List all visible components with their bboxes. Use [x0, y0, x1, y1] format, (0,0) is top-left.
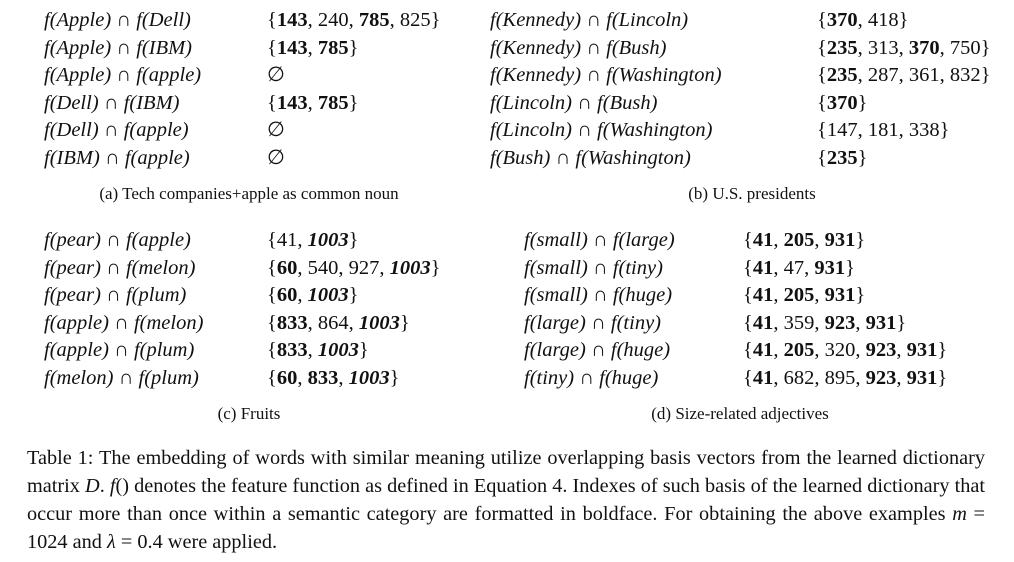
index-set-text: }	[358, 339, 369, 362]
index-set-text: , 682, 895,	[773, 366, 866, 389]
index-set-bold-index: 41	[752, 339, 774, 362]
table-row	[524, 337, 1004, 365]
index-set-text: {	[267, 91, 277, 114]
index-set-text: {	[743, 311, 753, 334]
index-set	[817, 7, 908, 35]
index-set-text: {	[267, 366, 277, 389]
index-set-text: ,	[896, 366, 907, 389]
index-set-text: , 864,	[307, 311, 359, 334]
table-row	[524, 227, 1004, 255]
index-set	[267, 227, 358, 255]
caption-text: m	[952, 503, 967, 526]
panel-a	[44, 7, 474, 203]
index-set-bold-index: 41	[752, 256, 774, 279]
caption-text: = 0.4 were applied.	[115, 531, 278, 554]
index-set-bold-index: 931	[906, 366, 938, 389]
index-set-bold-index: 370	[826, 91, 858, 114]
index-set-text: {41,	[267, 229, 308, 251]
index-set-bold-index: 205	[783, 229, 815, 251]
panel-a-caption: (a) Tech companies+apple as common noun	[99, 184, 399, 203]
index-set-bold-index: 931	[906, 339, 938, 362]
index-set-bold-index: 785	[358, 9, 390, 31]
table-row	[44, 90, 474, 118]
intersection-expression: f(Kennedy) ∩ f(Washington)	[490, 64, 722, 87]
index-set-text: }	[845, 256, 855, 279]
table-row	[524, 365, 1004, 393]
index-set	[267, 90, 358, 118]
table-row	[44, 227, 474, 255]
table-row	[44, 145, 474, 173]
index-set-text: {	[817, 36, 827, 59]
caption-text: f	[109, 475, 116, 498]
index-set	[267, 255, 440, 283]
intersection-expression: f(small) ∩ f(tiny)	[524, 256, 663, 279]
intersection-expression: f(small) ∩ f(large)	[524, 229, 675, 251]
table-row	[490, 90, 1010, 118]
index-set-text: {	[817, 9, 827, 31]
index-set-text: ,	[297, 284, 308, 307]
panel-d	[524, 227, 1004, 423]
intersection-expression: f(apple) ∩ f(melon)	[44, 311, 204, 334]
intersection-expression: f(Lincoln) ∩ f(Washington)	[490, 119, 713, 142]
index-set-text: {	[267, 256, 277, 279]
index-set-text: ,	[773, 339, 784, 362]
index-set-text: ,	[896, 339, 907, 362]
index-set-bold-index: 1003	[389, 256, 431, 279]
index-set-text: ,	[307, 91, 318, 114]
index-set-text: }	[857, 91, 868, 114]
index-set-bold-index: 1003	[307, 229, 349, 251]
table-row	[44, 282, 474, 310]
index-set-text: {	[743, 229, 753, 251]
index-set	[817, 117, 949, 145]
table-row	[524, 255, 1004, 283]
index-set-text: , 418}	[857, 9, 909, 31]
panel-c	[44, 227, 474, 423]
intersection-expression: f(tiny) ∩ f(huge)	[524, 366, 659, 389]
index-set	[267, 310, 410, 338]
panel-c-rows	[44, 227, 474, 393]
caption-text: Table 1: The embedding of words with similar meaning utilize overlapping basis vectors from the learned dictionary matrix	[27, 447, 985, 498]
index-set-text: ∅	[267, 146, 285, 169]
table-row	[44, 255, 474, 283]
index-set-text: {	[267, 339, 277, 362]
index-set-bold-index: 143	[276, 91, 308, 114]
index-set-bold-index: 1003	[307, 284, 349, 307]
table-caption	[27, 444, 985, 556]
table-row	[44, 62, 474, 90]
index-set-text: , 287, 361, 832}	[857, 64, 991, 87]
panel-b-rows	[490, 7, 1010, 173]
index-set-text: ,	[773, 284, 784, 307]
index-set-bold-index: 785	[317, 36, 349, 59]
index-set	[743, 365, 947, 393]
index-set-bold-index: 833	[276, 311, 308, 334]
caption-text: λ	[107, 531, 116, 554]
index-set-bold-index: 60	[276, 366, 298, 389]
index-set-text: ,	[297, 366, 308, 389]
index-set-text: ,	[814, 229, 825, 251]
index-set	[267, 7, 440, 35]
table-row	[44, 7, 474, 35]
index-set-text: ∅	[267, 119, 285, 142]
index-set-bold-index: 60	[276, 284, 298, 307]
index-set-text: {	[267, 36, 277, 59]
intersection-expression: f(Dell) ∩ f(IBM)	[44, 91, 180, 114]
caption-text: D	[85, 475, 100, 498]
index-set-text: ,	[338, 366, 349, 389]
index-set-text: }	[348, 36, 359, 59]
index-set-text: {	[743, 366, 753, 389]
table-row	[524, 310, 1004, 338]
index-set	[817, 90, 867, 118]
panel-d-rows	[524, 227, 1004, 393]
index-set-text: {	[817, 91, 827, 114]
table-row	[490, 117, 1010, 145]
table-row	[44, 117, 474, 145]
index-set	[267, 145, 285, 173]
index-set-bold-index: 205	[783, 339, 815, 362]
intersection-expression: f(pear) ∩ f(melon)	[44, 256, 196, 279]
panel-b-caption: (b) U.S. presidents	[688, 184, 816, 203]
intersection-expression: f(pear) ∩ f(apple)	[44, 229, 191, 251]
intersection-expression: f(small) ∩ f(huge)	[524, 284, 673, 307]
intersection-expression: f(large) ∩ f(tiny)	[524, 311, 662, 334]
intersection-expression: f(melon) ∩ f(plum)	[44, 366, 199, 389]
index-set-text: {147, 181, 338}	[817, 119, 950, 142]
index-set-text: }	[430, 256, 441, 279]
index-set	[267, 62, 285, 90]
index-set-text: , 750}	[939, 36, 991, 59]
index-set-bold-index: 370	[908, 36, 940, 59]
index-set-text: {	[817, 146, 827, 169]
intersection-expression: f(apple) ∩ f(plum)	[44, 339, 195, 362]
intersection-expression: f(Lincoln) ∩ f(Bush)	[490, 91, 658, 114]
intersection-expression: f(Apple) ∩ f(IBM)	[44, 36, 192, 59]
table-row	[44, 310, 474, 338]
intersection-expression: f(Apple) ∩ f(Dell)	[44, 9, 191, 31]
index-set-bold-index: 931	[824, 284, 856, 307]
index-set-text: {	[267, 9, 277, 31]
table-row	[524, 282, 1004, 310]
index-set-text: }	[896, 311, 907, 334]
index-set	[743, 255, 855, 283]
index-set-text: }	[348, 284, 359, 307]
index-set-text: ,	[307, 36, 318, 59]
index-set-text: ,	[814, 284, 825, 307]
intersection-expression: f(IBM) ∩ f(apple)	[44, 146, 190, 169]
index-set-text: }	[399, 311, 410, 334]
index-set-bold-index: 923	[865, 366, 897, 389]
index-set	[817, 62, 990, 90]
intersection-expression: f(pear) ∩ f(plum)	[44, 284, 187, 307]
index-set-bold-index: 931	[865, 311, 897, 334]
index-set-bold-index: 833	[307, 366, 339, 389]
index-set-text: , 359,	[773, 311, 825, 334]
index-set-bold-index: 41	[752, 311, 774, 334]
intersection-expression: f(Apple) ∩ f(apple)	[44, 64, 202, 87]
index-set	[267, 282, 358, 310]
caption-text: () denotes the feature function as defined in Equation 4. Indexes of such basis of the learned dictionary that occur more than once within a semantic category are formatted in boldface. For obtaining the above examples	[27, 475, 986, 526]
index-set	[817, 35, 990, 63]
panel-a-rows	[44, 7, 474, 173]
index-set-text: , 47,	[773, 256, 815, 279]
index-set	[743, 337, 947, 365]
index-set-bold-index: 41	[752, 229, 774, 251]
index-set-text: ∅	[267, 64, 285, 87]
table-row	[490, 145, 1010, 173]
table-row	[490, 35, 1010, 63]
index-set-bold-index: 1003	[317, 339, 359, 362]
index-set-text: , 320,	[814, 339, 866, 362]
index-set-bold-index: 923	[824, 311, 856, 334]
panel-b	[490, 7, 1010, 203]
intersection-expression: f(Bush) ∩ f(Washington)	[490, 146, 691, 169]
index-set-text: }	[937, 366, 948, 389]
index-set-bold-index: 235	[826, 64, 858, 87]
index-set-bold-index: 41	[752, 284, 774, 307]
index-set	[267, 337, 369, 365]
index-set-bold-index: 785	[317, 91, 349, 114]
table-row	[44, 365, 474, 393]
index-set	[267, 35, 358, 63]
index-set-bold-index: 205	[783, 284, 815, 307]
index-set	[743, 227, 865, 255]
index-set-bold-index: 41	[752, 366, 774, 389]
index-set-text: {	[267, 284, 277, 307]
intersection-expression: f(Kennedy) ∩ f(Lincoln)	[490, 9, 689, 31]
index-set-text: }	[855, 284, 866, 307]
intersection-expression: f(large) ∩ f(huge)	[524, 339, 671, 362]
index-set-bold-index: 143	[276, 36, 308, 59]
index-set	[743, 282, 865, 310]
index-set	[743, 310, 906, 338]
panel-d-caption: (d) Size-related adjectives	[651, 404, 829, 423]
index-set-text: , 825}	[389, 9, 441, 31]
index-set	[267, 365, 399, 393]
index-set-bold-index: 1003	[348, 366, 390, 389]
caption-text: .	[99, 475, 110, 498]
index-set-bold-index: 235	[826, 36, 858, 59]
index-set-text: ,	[773, 229, 784, 251]
index-set-bold-index: 931	[814, 256, 846, 279]
table-row	[490, 62, 1010, 90]
index-set-text: {	[743, 284, 753, 307]
intersection-expression: f(Kennedy) ∩ f(Bush)	[490, 36, 667, 59]
index-set	[817, 145, 867, 173]
table-row	[490, 7, 1010, 35]
index-set-text: , 240,	[307, 9, 359, 31]
table-row	[44, 337, 474, 365]
index-set-bold-index: 923	[865, 339, 897, 362]
panel-c-caption: (c) Fruits	[217, 404, 281, 423]
index-set-bold-index: 1003	[358, 311, 400, 334]
index-set-text: }	[348, 229, 359, 251]
intersection-expression: f(Dell) ∩ f(apple)	[44, 119, 189, 142]
index-set	[267, 117, 285, 145]
index-set-text: ,	[307, 339, 318, 362]
index-set-bold-index: 370	[826, 9, 858, 31]
index-set-text: }	[389, 366, 400, 389]
index-set-bold-index: 143	[276, 9, 308, 31]
caption-text: = 1024 and	[27, 503, 985, 554]
index-set-text: {	[743, 339, 753, 362]
index-set-text: }	[937, 339, 948, 362]
index-set-bold-index: 60	[276, 256, 298, 279]
index-set-bold-index: 931	[824, 229, 856, 251]
index-set-text: , 540, 927,	[297, 256, 390, 279]
index-set-text: {	[817, 64, 827, 87]
index-set-bold-index: 833	[276, 339, 308, 362]
index-set-text: ,	[855, 311, 866, 334]
index-set-text: {	[267, 311, 277, 334]
index-set-bold-index: 235	[826, 146, 858, 169]
table-row	[44, 35, 474, 63]
index-set-text: }	[855, 229, 866, 251]
index-set-text: {	[743, 256, 753, 279]
index-set-text: }	[348, 91, 359, 114]
index-set-text: , 313,	[857, 36, 909, 59]
index-set-text: }	[857, 146, 868, 169]
